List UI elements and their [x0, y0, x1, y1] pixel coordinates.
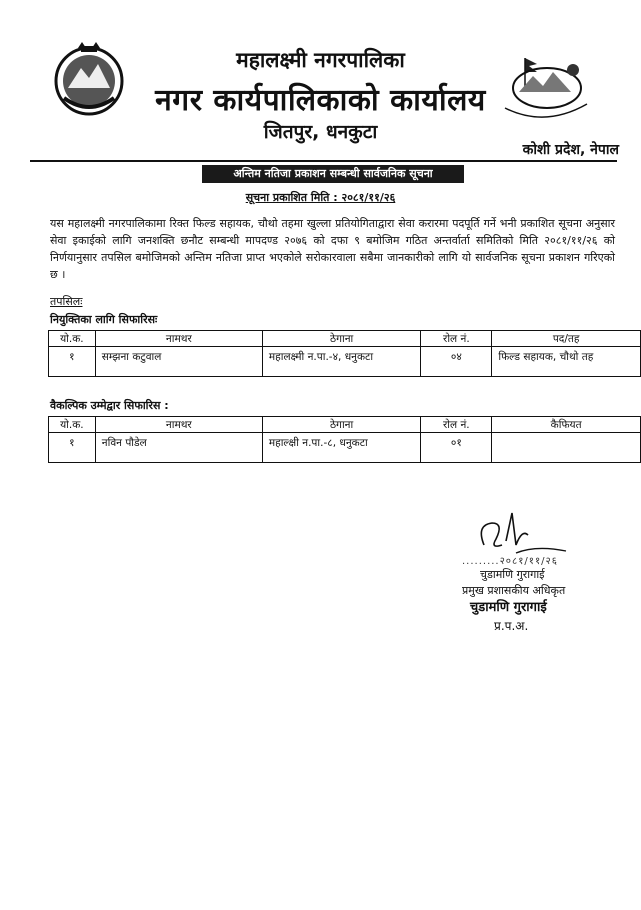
header-name: नामथर	[95, 331, 262, 347]
office-name: नगर कार्यपालिकाको कार्यालय	[155, 83, 486, 118]
appointment-section-title: नियुक्तिका लागि सिफारिसः	[50, 313, 158, 326]
header-serial: यो.क.	[49, 331, 96, 347]
details-label: तपसिलः	[50, 295, 83, 308]
signatory-abbrev: प्र.प.अ.	[494, 619, 529, 633]
cell-address: महालक्ष्मी न.पा.-४, धनुकटा	[262, 347, 420, 377]
cell-address: महाल्क्षी न.पा.-८, धनुकटा	[262, 433, 420, 463]
header-name: नामथर	[95, 417, 262, 433]
cell-name: सम्झना कटुवाल	[95, 347, 262, 377]
published-date	[0, 190, 641, 205]
municipality-name: महालक्ष्मी नगरपालिका	[236, 48, 405, 72]
notice-body: यस महालक्ष्मी नगरपालिकामा रिक्त फिल्ड सहायक, चौथो तहमा खुल्ला प्रतियोगिताद्वारा सेवा करारमा पदपूर्ति गर्ने भनी प्रकाशित सूचना अनुसार सेवा इकाईको लागि जनशक्ति छनौट सम्बन्धी मापदण्ड २०७६ को दफा ९ बमोजिम गठित अन्तर्वार्ता समितिको मिति २०८१/११/२६ को निर्णयानुसार तपसिल बमोजिमको अन्तिम नतिजा प्राप्त भएकोले सरोकारवाला सबैमा जानकारीको लागि यो सार्वजनिक सूचना प्रकाशन गरिएको छ ।	[50, 217, 615, 281]
header-address: ठेगाना	[262, 331, 420, 347]
table-header-row	[49, 331, 641, 347]
cell-post: फिल्ड सहायक, चौथो तह	[492, 347, 641, 377]
header-divider	[30, 160, 617, 162]
cell-serial: १	[49, 347, 96, 377]
signature-date: २०८१/११/२६	[499, 556, 558, 567]
cell-serial: १	[49, 433, 96, 463]
header-roll: रोल नं.	[421, 331, 492, 347]
alternate-table	[48, 416, 641, 463]
signatory-title: प्रमुख प्रशासकीय अधिकृत	[462, 584, 566, 597]
header-post: पद/तह	[492, 331, 641, 347]
notice-banner	[202, 165, 464, 183]
alternate-section-title: वैकल्पिक उम्मेद्वार सिफारिस :	[50, 399, 169, 412]
table-header-row	[49, 417, 641, 433]
table-row	[49, 433, 641, 463]
cell-roll: ०४	[421, 347, 492, 377]
signature-line: .........२०८१/११/२६	[462, 556, 558, 567]
office-location: जितपुर, धनकुटा	[263, 121, 378, 143]
published-date-text: सूचना प्रकाशित मिति : २०८१/११/२६	[245, 191, 396, 204]
cell-remarks	[492, 433, 641, 463]
notice-banner-text: अन्तिम नतिजा प्रकाशन सम्बन्धी सार्वजनिक सूचना	[233, 167, 433, 180]
cell-name: नविन पौडेल	[95, 433, 262, 463]
header-remarks: कैफियत	[492, 417, 641, 433]
table-row	[49, 347, 641, 377]
signatory-handwritten-name: चुडामणि गुरागाई	[480, 568, 545, 581]
appointment-table	[48, 330, 641, 377]
signatory-name: चुडामणि गुरागाई	[470, 600, 547, 615]
header-address: ठेगाना	[262, 417, 420, 433]
cell-roll: ०१	[421, 433, 492, 463]
header-serial: यो.क.	[49, 417, 96, 433]
header-roll: रोल नं.	[421, 417, 492, 433]
province-label: कोशी प्रदेश, नेपाल	[522, 142, 619, 158]
